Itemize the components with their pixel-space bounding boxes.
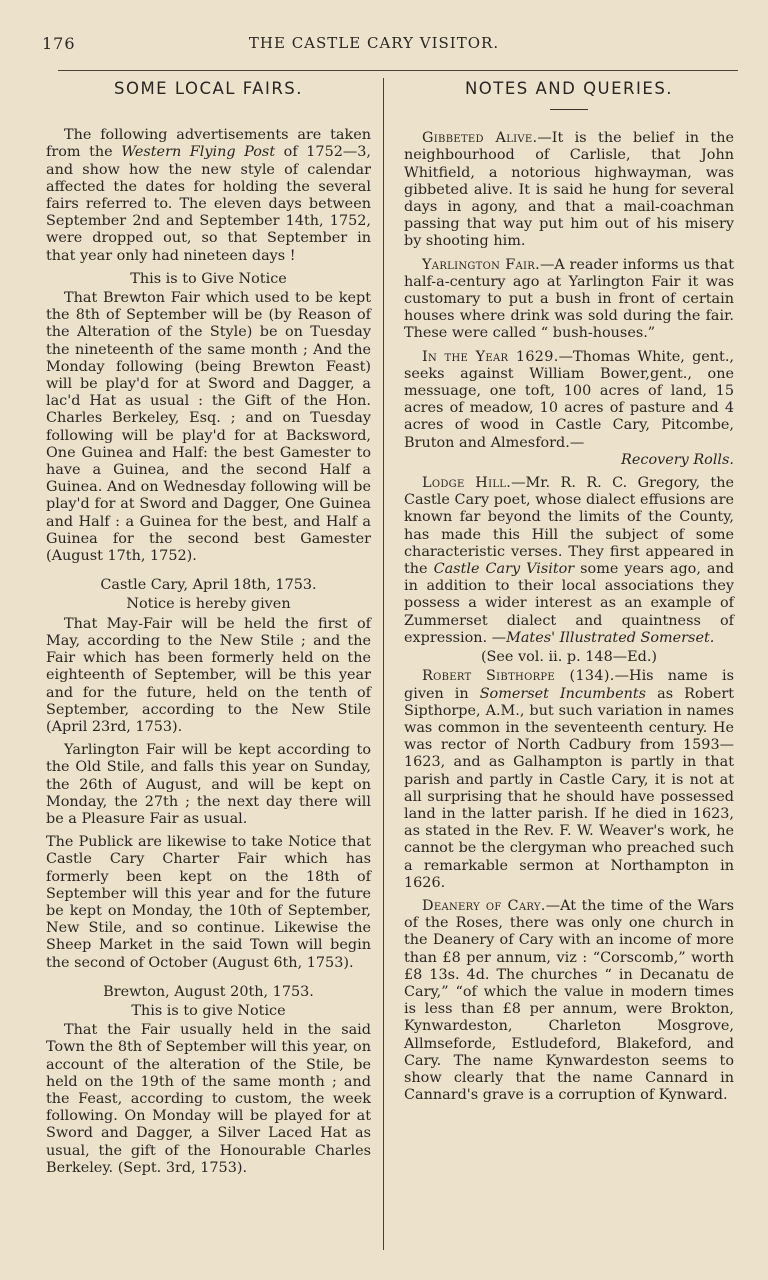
title-rule <box>550 109 588 110</box>
note-heading: Lodge Hill. <box>422 475 512 492</box>
column-divider <box>383 78 384 1250</box>
section-title-local-fairs: SOME LOCAL FAIRS. <box>113 79 304 98</box>
notice2-publick: The Publick are likewise to take Notice that Castle Cary Charter Fair which has formerly been kept on the 18th of September will this year and for the future be kept on Monday, the 10th of September, New Stile, and so continue. Likewise the Sheep Market in the said Town will begin the second of October (August 6th, 1753). <box>46 834 371 971</box>
note-lodge-hill: Lodge Hill.—Mr. R. R. C. Gregory, the Castle Cary poet, whose dialect effusions are known far beyond the limits of the County, has made this Hill the subject of some characteristic verses. They first appeared in the Castle Cary Visitor some years ago, and in addition to their local associations they possess a wider interest as an example of Zummerset dialect and quaintness of expression. —Mates' Illustrated Somerset. <box>404 475 735 646</box>
notice2-yarlington: Yarlington Fair will be kept according to the Old Stile, and falls this year on Sunday, the 26th of August, and will be kept on Monday, the 27th ; the next day there will be a Pleasure Fair as usual. <box>46 742 371 827</box>
running-title: THE CASTLE CARY VISITOR. <box>248 34 500 52</box>
section-title-notes-queries: NOTES AND QUERIES. <box>464 79 674 98</box>
note-heading: Robert Sibthorpe (134). <box>422 668 615 685</box>
book-title: Somerset Incumbents <box>479 685 647 702</box>
note-yarlington: Yarlington Fair.—A reader informs us that half-a-century ago at Yarlington Fair it was customary to put a bush in front of certain houses where drink was sold during the fair. These were called “ bush-houses.” <box>404 256 734 342</box>
note-year-source: Recovery Rolls. <box>621 451 734 468</box>
notice3-heading: This is to give Notice <box>131 1002 286 1019</box>
note-heading: Gibbeted Alive. <box>422 130 538 147</box>
notice1-body: That Brewton Fair which used to be kept the 8th of September will be (by Reason of the Alteration of the Style) be on Tuesday the nineteenth of the same month ; And the Monday following (being Brewton Feast) will be play'd for at Sword and Dagger, a lac'd Hat as usual : the Gift of the Hon. Charles Berkeley, Esq. ; and on Tuesday following will be play'd for at Backsword, One Guinea and Half: the best Gamester to have a Guinea, and the second Half a Guinea. And on Wednesday following will be play'd for at Sword and Dagger, One Guinea and Half : a Guinea for the best, and Half a Guinea for the second best Gamester (August 17th, 1752). <box>46 290 371 565</box>
header-rule <box>58 70 738 71</box>
note-heading: Yarlington Fair. <box>422 256 540 273</box>
note-year-1629: In the Year 1629.—Thomas White, gent., seeks against William Bower,gent., one messuage, one toft, 100 acres of land, 15 acres of meadow, 10 acres of pasture and 4 acres of wood in Castle Cary, Pitcombe, Bruton and Almesford.— <box>404 348 734 451</box>
notice3-body: That the Fair usually held in the said Town the 8th of September will this year, on account of the alteration of the Stile, be held on the 19th of the same month ; and the Feast, according to custom, the week following. On Monday will be played for at Sword and Dagger, a Silver Laced Hat as usual, the gift of the Honourable Charles Berkeley. (Sept. 3rd, 1753). <box>46 1022 371 1176</box>
note-deanery: Deanery of Cary.—At the time of the Wars of the Roses, there was only one church in the Deanery of Cary with an income of more than £8 per annum, viz : “Corscomb,” worth £8 13s. 4d. The churches “ in Decanatu de Cary,” “of which the value in modern times is less than £8 per annum, were Brokton, Kynwardeston, Charleton Mosgrove, Allmseforde, Estludeford, Blakeford, and Cary. The name Kynwardeston seems to show clearly that the name Cannard in Cannard's grave is a corruption of Kynward. <box>404 897 734 1104</box>
publication-title: Castle Cary Visitor <box>433 561 575 578</box>
source-title: Western Flying Post <box>121 144 276 161</box>
notice1-heading: This is to Give Notice <box>130 270 287 287</box>
note-gibbeted: Gibbeted Alive.—It is the belief in the neighbourhood of Carlisle, that John Whitfield, a notorious highwayman, was gibbeted alive. It is said he hung for several days in agony, and that a mail-coachman passing that way put him out of his misery by shooting him. <box>404 130 734 250</box>
notice2-heading: Notice is hereby given <box>126 596 291 613</box>
notice3-place: Brewton, August 20th, 1753. <box>103 983 314 1000</box>
note-robert-sibthorpe: Robert Sibthorpe (134).—His name is given in Somerset Incumbents as Robert Sipthorpe, A.M., but such variation in names was common in the seventeenth century. He was rector of North Cadbury from 1593—1623, and as Galhampton is partly in that parish and partly in Castle Cary, it is not at all surprising that he should have possessed land in the latter parish. If he died in 1623, as stated in the Rev. F. W. Weaver's work, he cannot be the clergyman who preached such a remarkable sermon at Northampton in 1626. <box>404 668 735 891</box>
page-number: 176 <box>42 34 76 53</box>
intro-paragraph: The following advertisements are taken from the Western Flying Post of 1752—3, and show how the new style of calendar affected the dates for holding the several fairs referred to. The eleven days between September 2nd and September 14th, 1752, were dropped out, so that September in that year only had nineteen days ! <box>46 127 371 264</box>
notice2-place: Castle Cary, April 18th, 1753. <box>100 577 317 594</box>
note-heading: Deanery of Cary. <box>422 897 546 914</box>
editor-note: (See vol. ii. p. 148—Ed.) <box>480 649 658 666</box>
notice2-body: That May-Fair will be held the first of May, according to the New Stile ; and the Fair which has been formerly held on the eighteenth of September, will be this year and for the future, held on the tenth of September, according to the New Stile (April 23rd, 1753). <box>46 615 371 735</box>
left-column <box>46 80 371 1183</box>
note-heading: In the Year 1629. <box>422 348 559 365</box>
right-column <box>404 80 734 1110</box>
page-header <box>40 30 708 56</box>
